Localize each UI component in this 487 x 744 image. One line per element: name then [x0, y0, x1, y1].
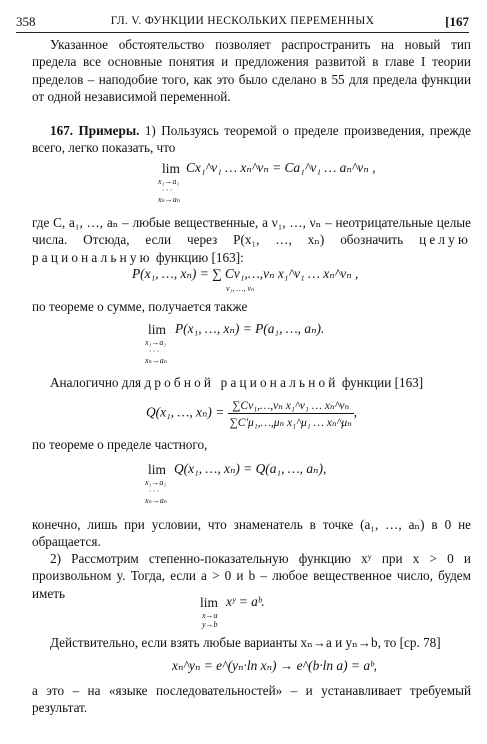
- sum-index: ν₁, …, νₙ: [226, 284, 255, 293]
- formula-expression: xʸ = aᵇ.: [226, 594, 265, 609]
- paragraph-proof: Действительно, если взять любые варианты xₙ→a и yₙ→b, то [ср. 78]: [50, 635, 441, 650]
- formula-lhs: Q(x₁, …, xₙ) =: [146, 404, 225, 420]
- lim-condition: xₙ→aₙ: [145, 356, 168, 365]
- paragraph-tail: функции [163]: [341, 375, 424, 390]
- header-rule: [16, 32, 469, 33]
- formula-expression: Q(x₁, …, xₙ) = Q(a₁, …, aₙ),: [174, 461, 327, 476]
- paragraph-tail: функцию [163]:: [155, 249, 244, 265]
- formula-exp-limit: xₙ^yₙ = e^(yₙ·ln xₙ) → e^(b·ln a) = aᵇ,: [172, 658, 377, 673]
- lim-dots: · · ·: [162, 186, 172, 195]
- example-heading: 167. Примеры.: [50, 123, 140, 138]
- running-header: [16, 12, 469, 32]
- lim-condition: xₙ→aₙ: [145, 496, 168, 505]
- lim-condition: y→b: [202, 620, 218, 629]
- lim-operator: lim: [200, 595, 218, 610]
- lim-condition: x₁→a₁: [145, 338, 167, 347]
- paragraph-quotient: по теореме о пределе частного,: [32, 437, 208, 452]
- paragraph-power-exponential: 2) Рассмотрим степенно-показательную функцию xʸ при x > 0 и произвольном y. Тогда, если a > 0 и b – любое вещественное число, будем иметь: [32, 551, 471, 601]
- formula-expression: P(x₁, …, xₙ) = ∑ Cν₁,…,νₙ x₁^ν₁ … xₙ^νₙ ,: [132, 266, 359, 281]
- spaced-term: дробной рациональной: [144, 375, 339, 390]
- lim-condition: x₁→a₁: [145, 478, 167, 487]
- formula-rational: [146, 398, 357, 429]
- paragraph-conclusion: а это – на «языке последовательностей» – и устанавливает требуемый результат.: [32, 683, 471, 716]
- lim-dots: · · ·: [149, 487, 159, 496]
- paragraph-intro: Указанное обстоятельство позволяет распространить на новый тип предела все основные понятия и предложения развитой в главе I теории пределов – наподобие того, как это было сделано в 55 для предела функции от одной независимой переменной.: [32, 37, 471, 105]
- formula-expression: Cx₁^ν₁ … xₙ^νₙ = Ca₁^ν₁ … aₙ^νₙ ,: [186, 160, 376, 175]
- fraction-denominator: ∑C′μ₁,…,μₙ x₁^μ₁ … xₙ^μₙ: [229, 417, 352, 429]
- formula-punct: ,: [353, 404, 358, 420]
- spaced-term: целую рациональную: [32, 232, 471, 265]
- paragraph-examples: [32, 122, 471, 157]
- paragraph-text: где C, a₁, …, aₙ – любые вещественные, а ν₁, …, νₙ – неотрицательные целые числа. Отсюда, если через P(x₁, …, xₙ) обозначить: [32, 215, 471, 248]
- paragraph-rational: [32, 374, 471, 391]
- paragraph-condition: конечно, лишь при условии, что знаменатель в точке (a₁, …, aₙ) в 0 не обращается.: [32, 517, 471, 550]
- example-text: 1) Пользуясь теоремой о пределе произведения, прежде всего, легко показать, что: [32, 123, 471, 156]
- lim-operator: lim: [148, 322, 166, 337]
- lim-operator: lim: [148, 462, 166, 477]
- fraction-numerator: ∑Cν₁,…,νₙ x₁^ν₁ … xₙ^νₙ: [228, 398, 354, 414]
- paragraph-polynomial: [32, 214, 471, 266]
- lim-condition: x→a: [202, 611, 218, 620]
- fraction: [228, 398, 354, 429]
- lim-condition: x₁→a₁: [158, 177, 180, 186]
- formula-expression: P(x₁, …, xₙ) = P(a₁, …, aₙ).: [175, 321, 325, 336]
- lim-dots: · · ·: [149, 347, 159, 356]
- page-number: 358: [16, 14, 36, 29]
- paragraph-sum-theorem: по теореме о сумме, получается также: [32, 299, 248, 314]
- paragraph-lead: Аналогично для: [50, 375, 142, 390]
- chapter-title: ГЛ. V. ФУНКЦИИ НЕСКОЛЬКИХ ПЕРЕМЕННЫХ: [110, 15, 375, 27]
- section-number: [167: [445, 14, 469, 29]
- lim-condition: xₙ→aₙ: [158, 195, 181, 204]
- lim-operator: lim: [162, 161, 180, 176]
